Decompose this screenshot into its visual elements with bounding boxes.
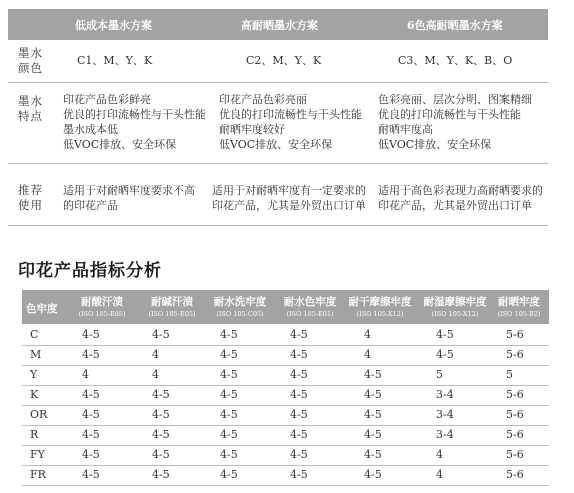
table-cell: 4: [82, 368, 89, 381]
table-cell: 4-5: [290, 368, 308, 381]
table-cell: 5-6: [506, 448, 524, 461]
table-cell: 4-5: [220, 368, 238, 381]
row-label-features: 墨水 特点: [18, 94, 43, 123]
table-cell: 4-5: [364, 368, 382, 381]
table-cell: 3-4: [436, 388, 454, 401]
plan-table-header: [8, 9, 548, 40]
table-cell: 4-5: [290, 388, 308, 401]
cell-ink-colors-3: C3、M、Y、K、B、O: [398, 54, 513, 67]
table-cell: 5: [506, 368, 513, 381]
table-row: [22, 465, 549, 486]
row-label-recommended: 推荐 使用: [18, 183, 43, 212]
row-color-code: Y: [30, 368, 38, 381]
table-cell: 4-5: [152, 388, 170, 401]
cell-recommended-3: 适用于高色彩表现力高耐晒要求的 印花产品，尤其是外贸出口订单: [378, 184, 543, 212]
table-cell: 4-5: [220, 448, 238, 461]
perf-col-washing: 耐水洗牢度 (ISO 105-C05): [213, 296, 267, 318]
table-cell: 4-5: [290, 408, 308, 421]
table-cell: 4-5: [290, 348, 308, 361]
table-cell: 4-5: [436, 348, 454, 361]
table-cell: 4-5: [82, 348, 100, 361]
table-cell: 4-5: [82, 428, 100, 441]
row-color-code: K: [30, 388, 39, 401]
table-cell: 4-5: [82, 468, 100, 481]
table-cell: 4-5: [290, 328, 308, 341]
plan-header-high-lightfast: 高耐晒墨水方案: [241, 19, 318, 32]
table-cell: 4-5: [364, 428, 382, 441]
table-cell: 5-6: [506, 428, 524, 441]
table-row: [22, 445, 549, 466]
cell-ink-colors-1: C1、M、Y、K: [77, 54, 153, 67]
table-cell: 4: [436, 468, 443, 481]
table-cell: 4-5: [152, 328, 170, 341]
table-cell: 4-5: [220, 468, 238, 481]
cell-recommended-1: 适用于对耐晒牢度要求不高 的印花产品: [63, 184, 195, 212]
table-row: [22, 345, 549, 366]
table-cell: 4-5: [364, 388, 382, 401]
perf-col-alkali-sweat: 耐碱汗渍 (ISO 105-E05): [148, 296, 196, 318]
table-row: [22, 425, 549, 446]
cell-ink-colors-2: C2、M、Y、K: [246, 54, 322, 67]
table-cell: 4: [364, 328, 371, 341]
table-row: [22, 385, 549, 406]
table-cell: 4-5: [220, 408, 238, 421]
cell-features-2: 印花产品色彩亮丽 优良的打印流畅性与干头性能 耐晒牢度较好 低VOC排放、安全环保: [219, 93, 362, 151]
table-cell: 4-5: [82, 328, 100, 341]
table-cell: 5-6: [506, 388, 524, 401]
table-cell: 4-5: [152, 408, 170, 421]
table-cell: 5-6: [506, 328, 524, 341]
cell-features-1: 印花产品色彩鲜亮 优良的打印流畅性与干头性能 墨水成本低 低VOC排放、安全环保: [63, 93, 206, 151]
table-cell: 4-5: [364, 408, 382, 421]
cell-features-3: 色彩亮丽、层次分明、图案精细 优良的打印流畅性与干头性能 耐晒牢度高 低VOC排放、安全环保: [378, 93, 532, 151]
performance-table-header: [22, 290, 549, 324]
row-color-code: M: [30, 348, 42, 361]
table-cell: 4-5: [152, 448, 170, 461]
row-color-code: R: [30, 428, 39, 441]
perf-col-dry-rub: 耐干摩擦牢度 (ISO 105-X12): [348, 296, 412, 318]
row-label-ink-colors: 墨水 颜色: [18, 46, 43, 75]
table-cell: 5: [436, 368, 443, 381]
table-cell: 5-6: [506, 348, 524, 361]
divider: [8, 163, 548, 164]
table-row: [22, 365, 549, 386]
table-cell: 4-5: [152, 468, 170, 481]
table-cell: 4-5: [220, 348, 238, 361]
perf-col-light: 耐晒牢度 (ISO 105-B2): [497, 296, 541, 318]
perf-col-acid-sweat: 耐酸汗渍 (ISO 105-E05): [78, 296, 126, 318]
table-cell: 4-5: [82, 388, 100, 401]
table-cell: 4-5: [152, 428, 170, 441]
table-cell: 4-5: [82, 408, 100, 421]
row-color-code: FR: [30, 468, 46, 481]
section-title: 印花产品指标分析: [18, 261, 162, 281]
divider: [8, 82, 548, 83]
table-cell: 4: [436, 448, 443, 461]
table-cell: 4-5: [220, 388, 238, 401]
row-color-code: C: [30, 328, 39, 341]
table-cell: 3-4: [436, 428, 454, 441]
table-cell: 4: [152, 348, 159, 361]
table-cell: 4-5: [290, 448, 308, 461]
row-color-code: OR: [30, 408, 48, 421]
table-row: [22, 325, 549, 346]
table-cell: 5-6: [506, 468, 524, 481]
table-cell: 4-5: [220, 428, 238, 441]
table-cell: 4-5: [290, 428, 308, 441]
table-cell: 4: [364, 348, 371, 361]
table-cell: 4: [152, 368, 159, 381]
table-cell: 4-5: [220, 328, 238, 341]
perf-header-fastness: 色牢度: [26, 303, 58, 315]
plan-header-low-cost: 低成本墨水方案: [75, 19, 152, 32]
plan-header-6color: 6色高耐晒墨水方案: [407, 19, 503, 32]
table-cell: 4-5: [364, 448, 382, 461]
table-cell: 4-5: [290, 468, 308, 481]
table-cell: 3-4: [436, 408, 454, 421]
table-cell: 4-5: [82, 448, 100, 461]
divider: [8, 225, 548, 226]
row-color-code: FY: [30, 448, 45, 461]
table-cell: 4-5: [364, 468, 382, 481]
perf-col-wet-rub: 耐湿摩擦牢度 (ISO 105-X12): [423, 296, 487, 318]
cell-recommended-2: 适用于对耐晒牢度有一定要求的 印花产品，尤其是外贸出口订单: [212, 184, 366, 212]
perf-col-water: 耐水色牢度 (ISO 105-E01): [283, 296, 337, 318]
table-cell: 5-6: [506, 408, 524, 421]
table-cell: 4-5: [436, 328, 454, 341]
table-row: [22, 405, 549, 426]
